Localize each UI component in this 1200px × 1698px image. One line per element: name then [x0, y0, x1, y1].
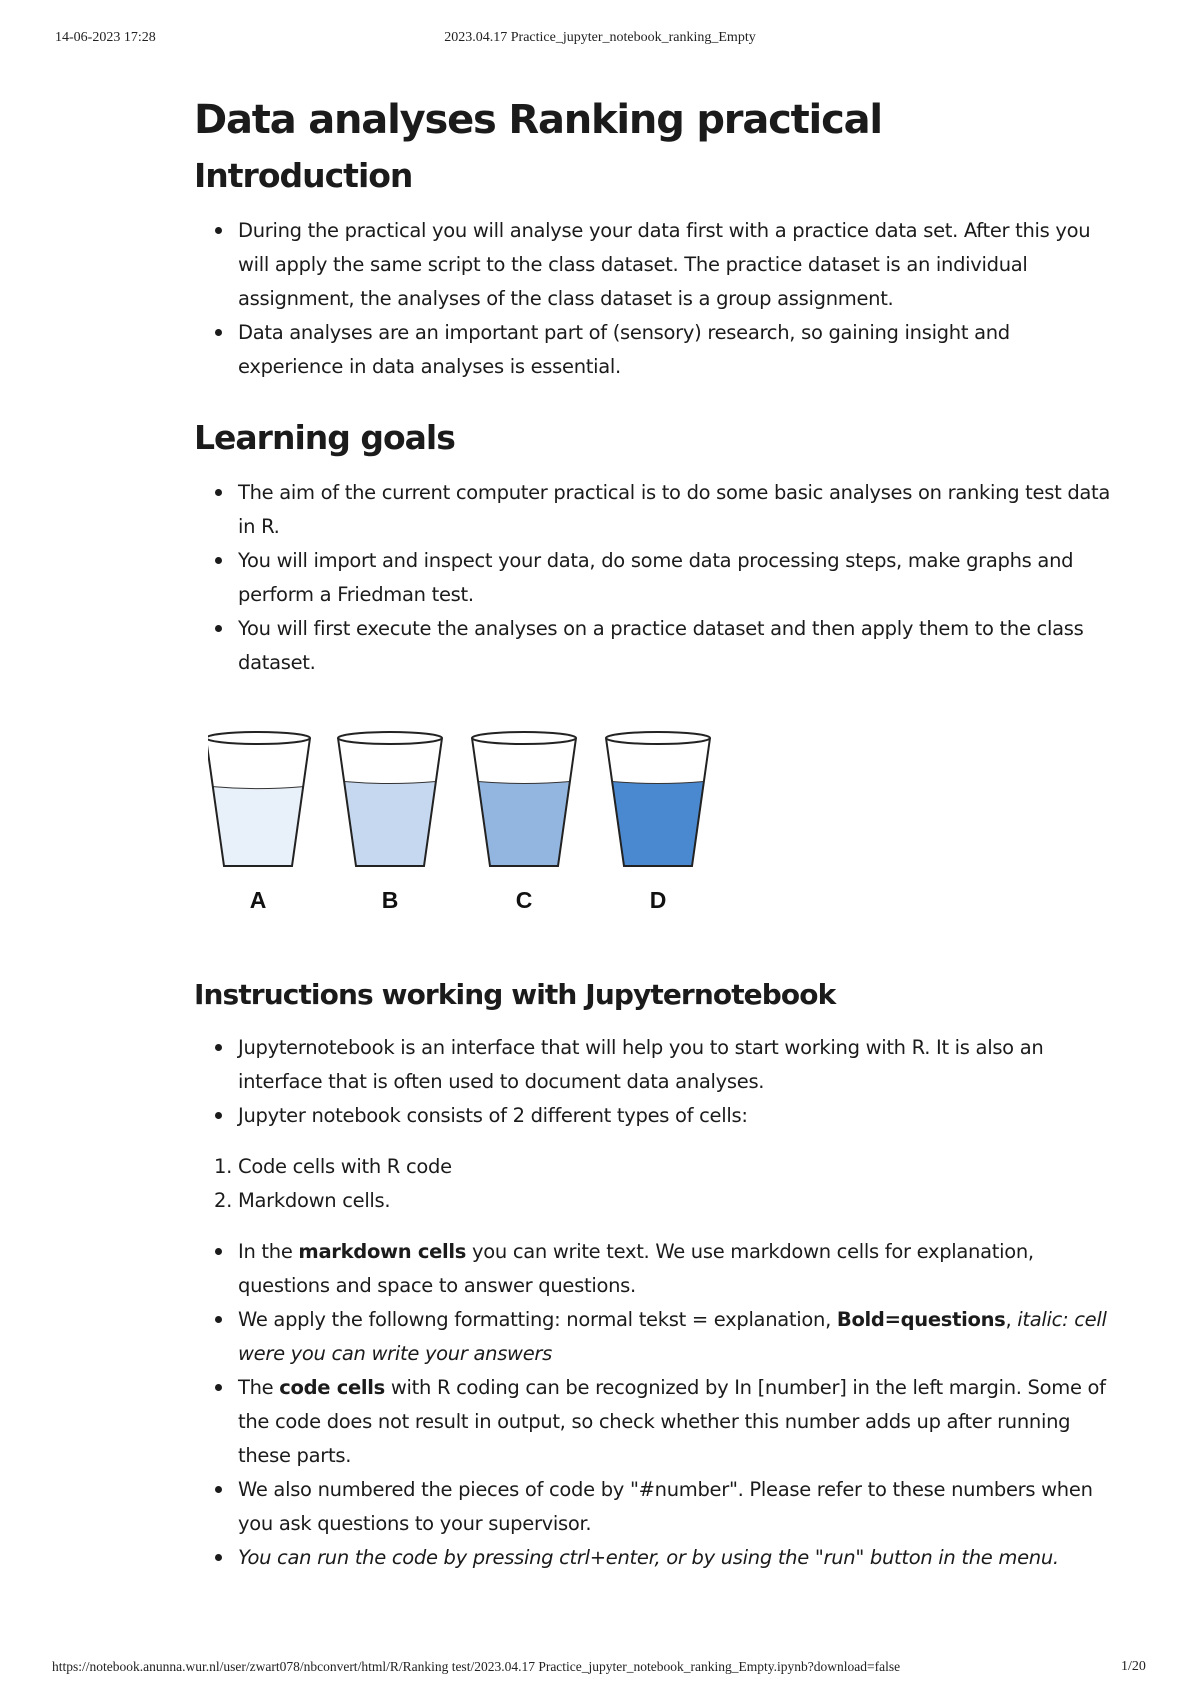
list-item: Jupyter notebook consists of 2 different types of cells: [194, 1099, 1114, 1133]
cup-liquid [612, 782, 704, 866]
cup-label-a: A [249, 887, 267, 913]
list-item [194, 1303, 1114, 1371]
cup-label-c: C [515, 887, 533, 913]
list-item: We also numbered the pieces of code by "#number". Please refer to these numbers when you ask questions to your supervisor. [194, 1473, 1114, 1541]
list-item: Jupyternotebook is an interface that will help you to start working with R. It is also an interface that is often used to document data analyses. [194, 1031, 1114, 1099]
learning-goals-list [194, 476, 1114, 680]
cup-a [208, 732, 310, 913]
cup-liquid [213, 787, 303, 866]
footer-url: https://notebook.anunna.wur.nl/user/zwart078/nbconvert/html/R/Ranking test/2023.04.17 Practice_jupyter_notebook_ranking_Empty.ipynb?download=false [52, 1659, 901, 1674]
list-number: 1. [214, 1155, 233, 1178]
list-item [194, 1371, 1114, 1473]
instructions-heading: Instructions working with Jupyternotebook [194, 978, 836, 1011]
cup-c [472, 732, 576, 913]
list-item: During the practical you will analyse your data first with a practice data set. After this you will apply the same script to the class dataset. The practice dataset is an individual assignment, the analyses of the class dataset is a group assignment. [194, 214, 1114, 316]
cups-figure [208, 728, 728, 923]
cup-liquid [478, 782, 570, 866]
introduction-list [194, 214, 1114, 384]
cup-d [606, 732, 710, 913]
print-document-title: 2023.04.17 Practice_jupyter_notebook_ranking_Empty [444, 30, 756, 45]
italic-text: italic: cell were you can write your answers [238, 1308, 1107, 1365]
cup-rim [208, 732, 310, 744]
learning-goals-heading: Learning goals [194, 418, 455, 457]
cup-rim [472, 732, 576, 744]
bold-text: markdown cells [298, 1240, 467, 1263]
bold-text: Bold=questions [836, 1308, 1006, 1331]
bold-text: code cells [279, 1376, 385, 1399]
cup-liquid [344, 782, 436, 866]
page-title: Data analyses Ranking practical [194, 97, 882, 143]
page-number: 1/20 [1121, 1659, 1146, 1674]
introduction-heading: Introduction [194, 156, 413, 195]
cup-b [338, 732, 442, 913]
notebook-content [194, 92, 1114, 1575]
list-number: 2. [214, 1189, 233, 1212]
list-item [194, 1150, 1114, 1184]
list-text: Code cells with R code [238, 1155, 452, 1178]
list-item: You will first execute the analyses on a practice dataset and then apply them to the class dataset. [194, 612, 1114, 680]
text-run: The [238, 1376, 280, 1399]
list-item [194, 1541, 1114, 1575]
list-item: The aim of the current computer practical is to do some basic analyses on ranking test data in R. [194, 476, 1114, 544]
text-run: We apply the followng formatting: normal tekst = explanation, [238, 1308, 837, 1331]
text-run: you can write text. We use markdown cells for explanation, questions and space to answer questions. [238, 1240, 1034, 1297]
cell-types-list [194, 1150, 1114, 1218]
cup-label-b: B [381, 887, 399, 913]
instructions-list-2 [194, 1235, 1114, 1575]
text-run: In the [238, 1240, 299, 1263]
text-run: , [1005, 1308, 1018, 1331]
list-item [194, 1184, 1114, 1218]
cup-label-d: D [649, 887, 667, 913]
italic-text: You can run the code by pressing ctrl+enter, or by using the "run" button in the menu. [238, 1546, 1059, 1569]
text-run: with R coding can be recognized by In [number] in the left margin. Some of the code does not result in output, so check whether this number adds up after running these parts. [238, 1376, 1106, 1467]
cup-rim [606, 732, 710, 744]
list-item [194, 1235, 1114, 1303]
list-item: You will import and inspect your data, do some data processing steps, make graphs and perform a Friedman test. [194, 544, 1114, 612]
instructions-list-1 [194, 1031, 1114, 1133]
cup-rim [338, 732, 442, 744]
print-datetime: 14-06-2023 17:28 [55, 30, 156, 45]
list-text: Markdown cells. [238, 1189, 391, 1212]
list-item: Data analyses are an important part of (sensory) research, so gaining insight and experience in data analyses is essential. [194, 316, 1114, 384]
